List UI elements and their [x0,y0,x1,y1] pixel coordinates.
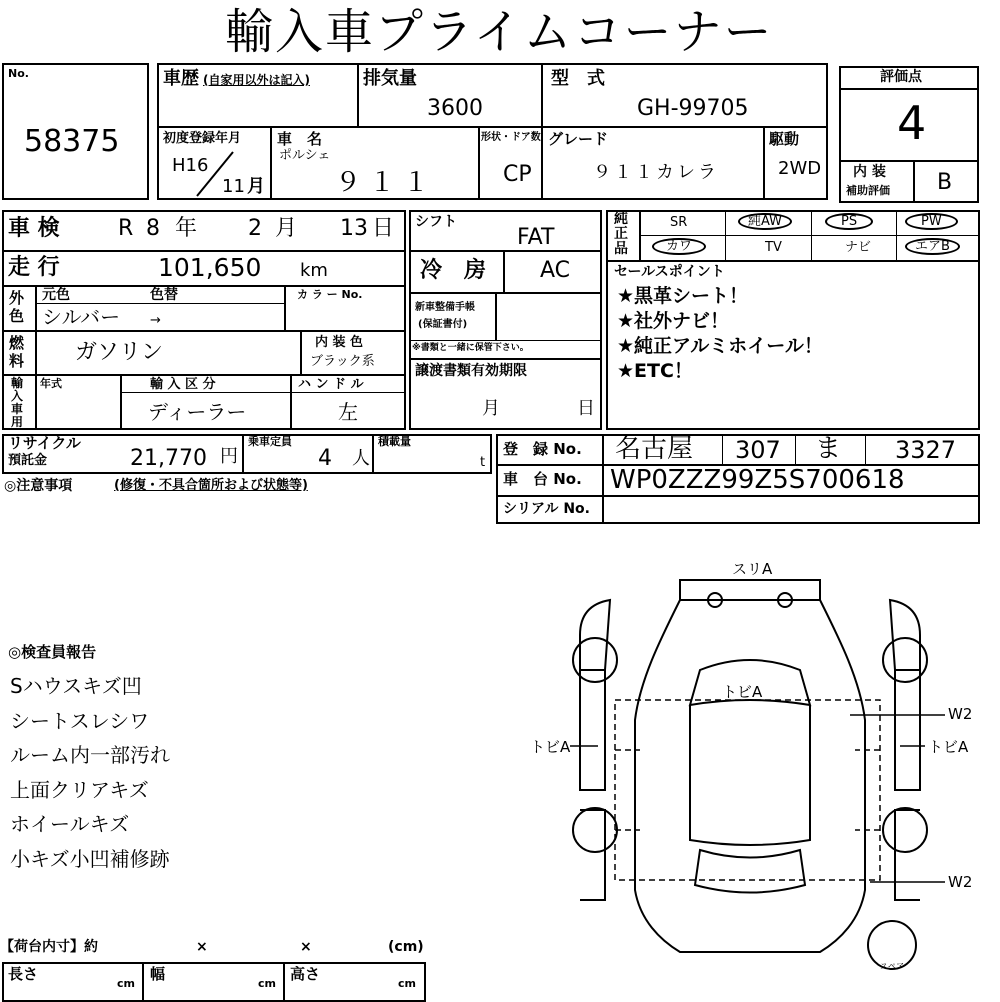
inspection-day-unit: 日 [372,216,395,241]
mileage-value: 101,650 [158,253,262,282]
color-value: シルバー [42,305,121,329]
color-arrow: → [150,313,161,328]
equip-sr: SR [670,215,688,230]
model-value: GH-99705 [637,96,749,121]
displacement-label: 排気量 [363,68,417,89]
load-label: 積載量 [378,435,411,448]
body-type-value: CP [503,162,532,187]
first-reg-month: 11 [222,176,245,197]
inspector-item-4: 上面クリアキズ [10,778,149,802]
diagram-label-spare: スペア [880,962,904,971]
equip-leather: カワ [652,238,706,255]
first-reg-month-unit: 月 [247,176,265,197]
color-code-label: カ ラ ー No. [297,288,363,301]
import-type-value: ディーラー [148,400,247,424]
inspection-era: R [118,216,134,241]
orig-color-label: 元色 [42,287,70,303]
recycle-label-1: リサイクル [8,434,81,452]
diagram-label-w2-lower: W2 [948,873,973,891]
registration-number: 3327 [895,436,957,464]
load-unit: t [480,455,486,470]
equip-tv: TV [765,240,782,255]
inspection-year-unit: 年 [175,216,198,241]
score-label: 評価点 [880,69,922,85]
recycle-label-2: 預託金 [8,453,48,468]
sales-points-label: セールスポイント [614,264,725,280]
fuel-value: ガソリン [75,340,164,365]
inspector-label: ◎検査員報告 [8,643,97,661]
equipment-label: 純正品 [614,211,628,257]
chassis-value: WP0ZZZ99Z5S700618 [610,465,905,495]
inspector-item-6: 小キズ小凹補修跡 [10,847,170,871]
cargo-unit: (cm) [388,939,424,955]
inspector-item-5: ホイールキズ [10,812,130,836]
maintenance-book-label-1: 新車整備手帳 [415,302,475,313]
cargo-width-label: 幅 [150,965,166,983]
cargo-length-label: 長さ [8,965,39,983]
inspection-day: 13 [340,216,368,241]
grade-value: ９１１カレラ [593,162,719,183]
cargo-grid [2,962,426,1002]
equip-pw: PW [905,213,958,230]
cargo-times-1: × [196,939,208,955]
page-title: 輸入車プライムコーナー [225,4,774,60]
inspection-month: 2 [248,216,262,241]
chassis-label: 車 台 No. [503,470,582,488]
history-note: (自家用以外は記入) [203,73,310,87]
equip-airbag: エアB [905,238,960,255]
cargo-times-2: × [300,939,312,955]
color-change-label: 色替 [150,287,178,303]
transfer-month-unit: 月 [482,398,500,419]
diagram-label-right: トビA [928,738,969,756]
number-box [2,63,149,200]
sales-point-2: ★社外ナビ！ [617,310,730,332]
car-name-value: ９１１ [335,168,438,198]
import-type-label: 輸 入 区 分 [150,377,216,392]
score-value: 4 [897,96,927,150]
recycle-value: 21,770 [130,446,207,471]
cargo-height-cm: cm [398,977,416,990]
capacity-unit: 人 [352,448,370,469]
sales-point-3: ★純正アルミホイール！ [617,335,823,357]
fuel-label: 燃料 [9,334,25,370]
number-value: 58375 [24,124,120,159]
equip-genuine-aw: 純AW [738,213,792,230]
shift-value: FAT [517,225,555,250]
mileage-label: 走 行 [8,255,60,280]
capacity-value: 4 [318,446,332,471]
inspection-month-unit: 月 [275,216,298,241]
interior-color-value: ブラック系 [310,354,375,369]
interior-color-label: 内 装 色 [315,335,364,350]
interior-score-value: B [937,170,953,195]
ac-value: AC [540,258,571,283]
maintenance-book-note: ※書類と一緒に保管下さい。 [412,343,529,353]
equip-ps: PS [825,213,873,230]
sales-point-1: ★黒革シート！ [617,285,749,307]
diagram-label-top: スリA [732,560,773,578]
diagram-label-roof: トビA [722,683,763,701]
registration-kana: ま [815,434,842,464]
car-maker: ポルシェ [279,148,331,163]
sales-point-4: ★ETC！ [617,360,693,382]
first-reg-label: 初度登録年月 [163,131,242,146]
registration-region: 名古屋 [615,434,694,464]
shift-label: シフト [415,214,457,230]
grade-label: グレード [548,130,609,148]
number-label: No. [8,67,29,80]
cargo-label: 【荷台内寸】約 [0,939,98,955]
registration-class: 307 [735,436,781,464]
cargo-height-label: 高さ [290,965,321,983]
notice-label: ◎注意事項 [4,478,73,494]
inspection-label: 車 検 [8,216,60,241]
handle-label: ハ ン ド ル [298,377,364,392]
import-year-label: 年式 [40,377,62,390]
transfer-label: 譲渡書類有効期限 [415,363,527,379]
recycle-unit: 円 [220,446,238,467]
equip-navi: ナビ [845,240,872,255]
diagram-label-w2-upper: W2 [948,705,973,723]
handle-value: 左 [338,400,358,424]
history-label: 車歴 [163,68,199,89]
interior-score-label-1: 内 装 [853,164,886,180]
inspection-year: 8 [146,216,160,241]
displacement-value: 3600 [427,96,483,121]
drive-label: 駆動 [769,130,800,148]
first-reg-era: H16 [172,155,209,176]
cargo-length-cm: cm [117,977,135,990]
diagram-label-left: トビA [530,738,571,756]
car-name-label: 車 名 [277,130,323,148]
inspector-item-3: ルーム内一部汚れ [10,743,170,767]
capacity-label: 乗車定員 [248,435,292,448]
transfer-day-unit: 日 [577,398,595,419]
notice-note: (修復・不具合箇所および状態等) [114,478,308,493]
serial-label: シリアル No. [503,501,590,517]
registration-label: 登 録 No. [503,440,582,458]
inspector-item-1: Sハウスキズ凹 [10,674,142,698]
outer-color-label: 外色 [9,289,25,325]
model-label: 型 式 [551,68,605,89]
interior-score-label-2: 補助評価 [846,184,890,197]
cargo-width-cm: cm [258,977,276,990]
body-type-label: 形状・ドア数 [481,132,541,143]
car-damage-diagram [520,560,990,980]
mileage-unit: km [300,260,328,281]
maintenance-book-label-2: (保証書付) [418,319,468,330]
drive-value: 2WD [778,158,822,179]
import-label: 輸入車用 [11,376,24,429]
inspector-item-2: シートスレシワ [10,709,150,733]
ac-label: 冷 房 [420,258,487,283]
